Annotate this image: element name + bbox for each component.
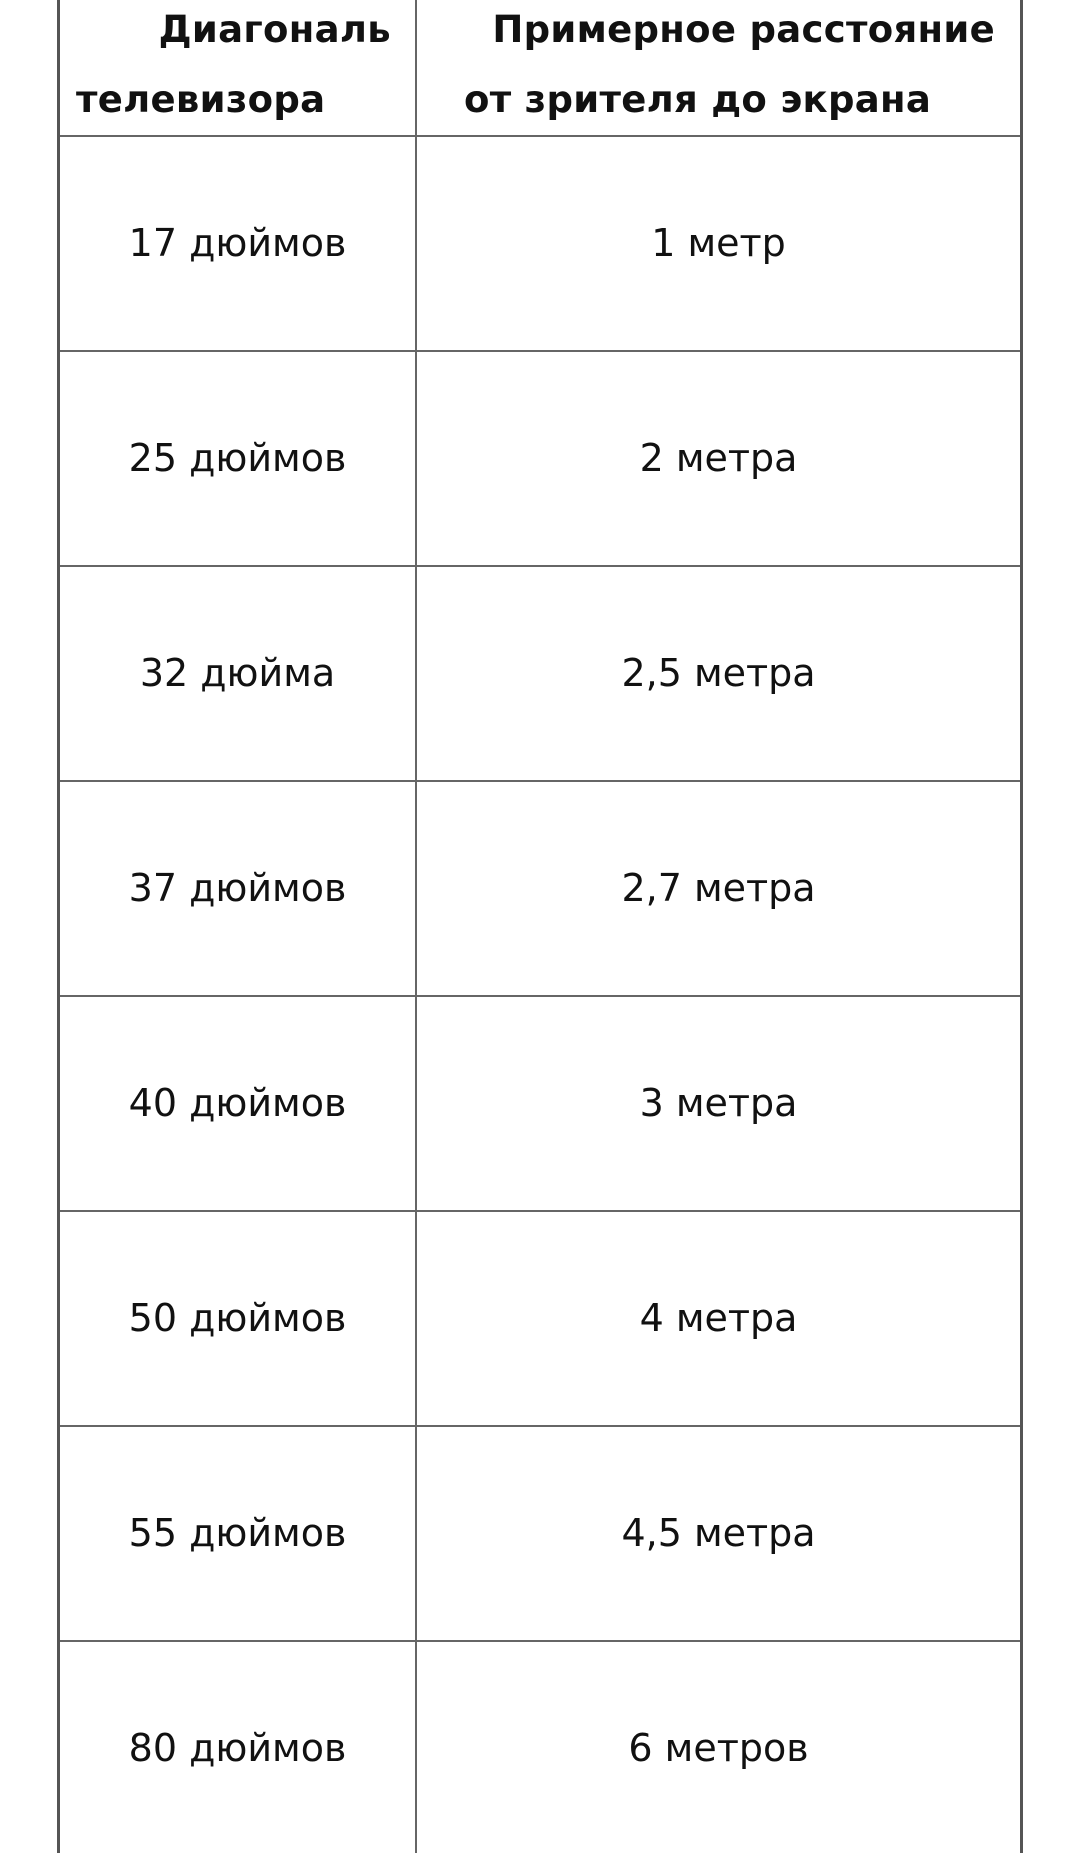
diagonal-cell: 25 дюймов — [128, 436, 347, 480]
table-row — [60, 1642, 1020, 1853]
header-diagonal — [60, 0, 415, 137]
diagonal-cell: 50 дюймов — [128, 1296, 347, 1340]
table-row — [60, 352, 1020, 567]
diagonal-cell: 55 дюймов — [128, 1511, 347, 1555]
table-row — [60, 137, 1020, 352]
table-row — [60, 997, 1020, 1212]
header-diagonal-line1: Диагональ — [158, 8, 391, 51]
diagonal-cell: 37 дюймов — [128, 866, 347, 910]
table-row — [60, 1427, 1020, 1642]
header-distance — [417, 0, 1020, 137]
diagonal-cell: 40 дюймов — [128, 1081, 347, 1125]
table-body — [60, 137, 1020, 1853]
diagonal-cell: 32 дюйма — [139, 651, 336, 695]
tv-distance-table — [57, 0, 1023, 1853]
header-diagonal-line2: телевизора — [76, 78, 326, 121]
distance-cell: 3 метра — [639, 1081, 798, 1125]
distance-cell: 1 метр — [651, 221, 786, 265]
distance-cell: 4 метра — [639, 1296, 798, 1340]
distance-cell: 4,5 метра — [621, 1511, 816, 1555]
table-header-row — [60, 0, 1020, 137]
table-row — [60, 782, 1020, 997]
diagonal-cell: 17 дюймов — [128, 221, 347, 265]
table-row — [60, 567, 1020, 782]
distance-cell: 2,5 метра — [621, 651, 816, 695]
header-distance-line2: от зрителя до экрана — [464, 78, 932, 121]
distance-cell: 6 метров — [628, 1726, 809, 1770]
distance-cell: 2 метра — [639, 436, 798, 480]
diagonal-cell: 80 дюймов — [128, 1726, 347, 1770]
distance-cell: 2,7 метра — [621, 866, 816, 910]
table-row — [60, 1212, 1020, 1427]
header-distance-line1: Примерное расстояние — [492, 8, 995, 51]
